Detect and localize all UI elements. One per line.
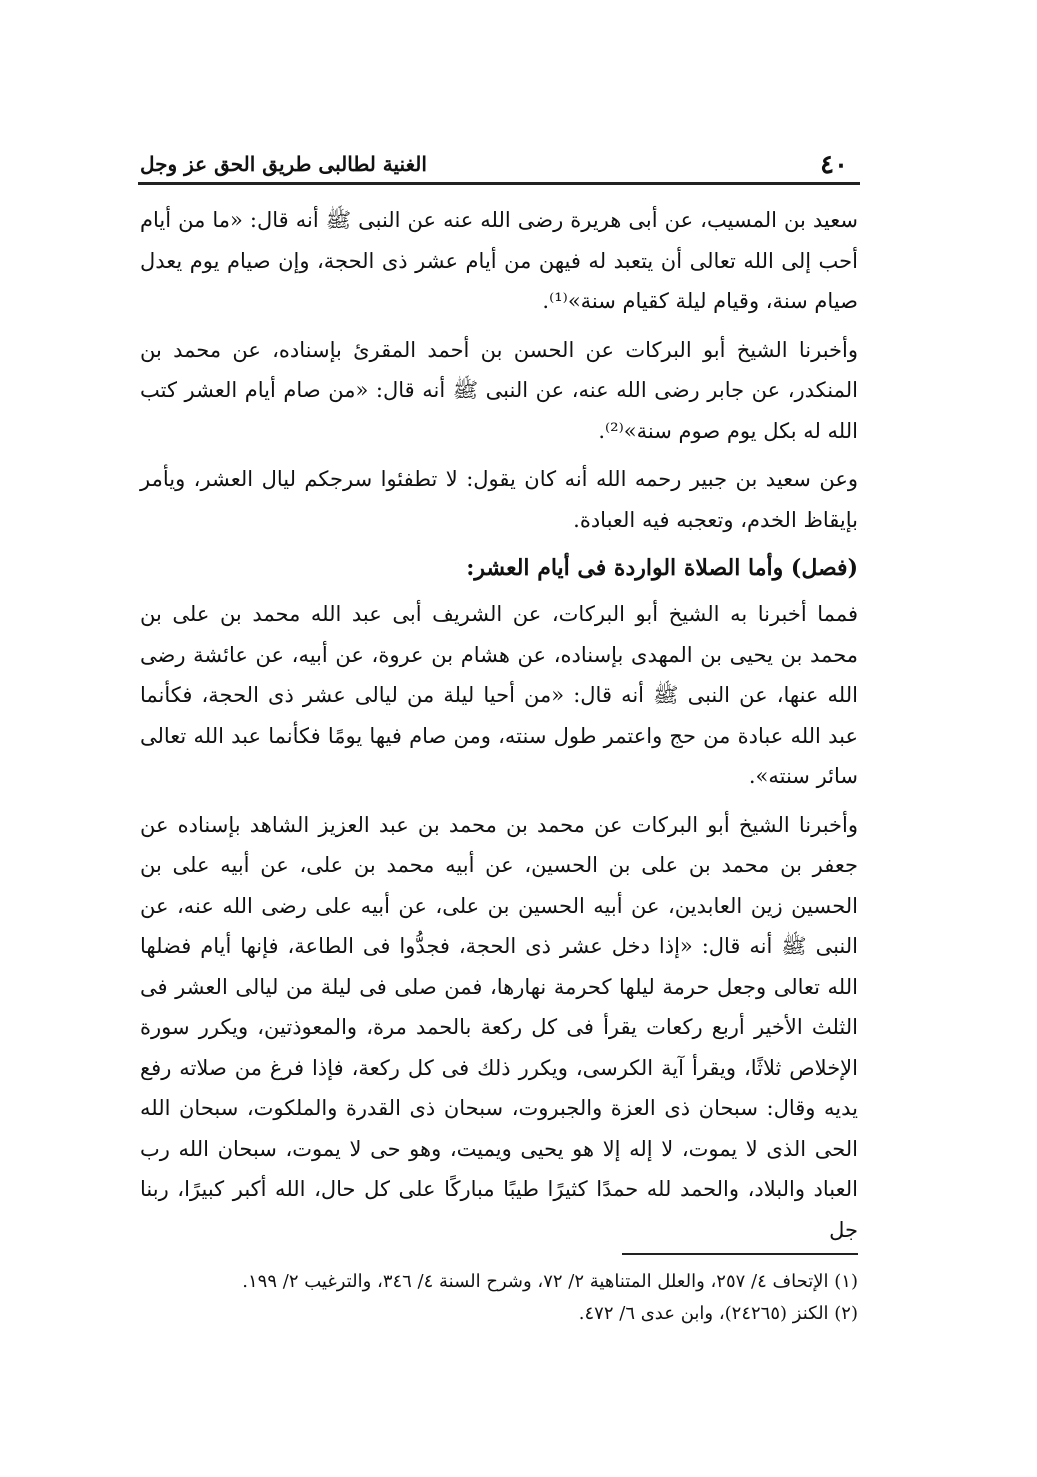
paragraph: وأخبرنا الشيخ أبو البركات عن محمد بن محمد بن عبد العزيز الشاهد بإسناده عن جعفر بن محمد بن على بن الحسين، عن أبيه محمد بن على، عن أبيه على بن الحسين زين العابدين، عن أبيه الحسين بن على، عن أبيه على رضى الله عنه، عن النبى ﷺ أنه قال: «إذا دخل عشر ذى الحجة، فجدُّوا فى الطاعة، فإنها أيام فضلها الله تعالى وجعل حرمة ليلها كحرمة نهارها، فمن صلى فى ليلة من ليالى العشر فى الثلث الأخير أربع ركعات يقرأ فى كل ركعة بالحمد مرة، والمعوذتين، ويكرر سورة الإخلاص ثلاثًا، ويقرأ آية الكرسى، ويكرر ذلك فى كل ركعة، فإذا فرغ من صلاته رفع يديه وقال: سبحان ذى العزة والجبروت، سبحان ذى القدرة والملكوت، سبحان الله الحى الذى لا يموت، لا إله إلا هو يحيى ويميت، وهو حى لا يموت، سبحان الله رب العباد والبلاد، والحمد لله حمدًا كثيرًا طيبًا مباركًا على كل حال، الله أكبر كبيرًا، ربنا جل bbox=[140, 812, 858, 1242]
paragraph: سعيد بن المسيب، عن أبى هريرة رضى الله عنه عن النبى ﷺ أنه قال: «ما من أيام أحب إلى الله تعالى أن يتعبد له فيهن من أيام عشر ذى الحجة، وإن صيام يوم يعدل صيام سنة، وقيام ليلة كقيام سنة»⁽¹⁾. bbox=[140, 208, 858, 313]
footnote: (٢) الكنز (٢٤٢٦٥)، وابن عدى ٦/ ٤٧٢. bbox=[578, 1303, 858, 1324]
header-rule bbox=[138, 182, 860, 185]
main-text bbox=[140, 200, 858, 1258]
footnote: (١) الإتحاف ٤/ ٢٥٧، والعلل المتناهية ٢/ ٧٢، وشرح السنة ٤/ ٣٤٦، والترغيب ٢/ ١٩٩. bbox=[242, 1271, 858, 1292]
paragraph: وأخبرنا الشيخ أبو البركات عن الحسن بن أحمد المقرئ بإسناده، عن محمد بن المنكدر، عن جابر رضى الله عنه، عن النبى ﷺ أنه قال: «من صام أيام العشر كتب الله له بكل يوم صوم سنة»⁽²⁾. bbox=[140, 337, 858, 443]
page-number: ٤٠ bbox=[820, 150, 848, 180]
running-header bbox=[140, 150, 858, 186]
book-title: الغنية لطالبى طريق الحق عز وجل bbox=[140, 152, 427, 176]
footnotes bbox=[140, 1266, 858, 1330]
paragraph: وعن سعيد بن جبير رحمه الله أنه كان يقول: لا تطفئوا سرجكم ليال العشر، ويأمر بإيقاظ الخدم، وتعجبه فيه العبادة. bbox=[140, 467, 858, 532]
section-heading: (فصل) وأما الصلاة الواردة فى أيام العشر: bbox=[466, 555, 858, 581]
paragraph: فمما أخبرنا به الشيخ أبو البركات، عن الشريف أبى عبد الله محمد بن على بن محمد بن يحيى بن المهدى بإسناده، عن هشام بن عروة، عن أبيه، عن عائشة رضى الله عنها، عن النبى ﷺ أنه قال: «من أحيا ليلة من ليالى عشر ذى الحجة، فكأنما عبد الله عبادة من حج واعتمر طول سنته، ومن صام فيها يومًا فكأنما عبد الله تعالى سائر سنته». bbox=[140, 602, 858, 788]
footnote-rule bbox=[622, 1253, 858, 1255]
